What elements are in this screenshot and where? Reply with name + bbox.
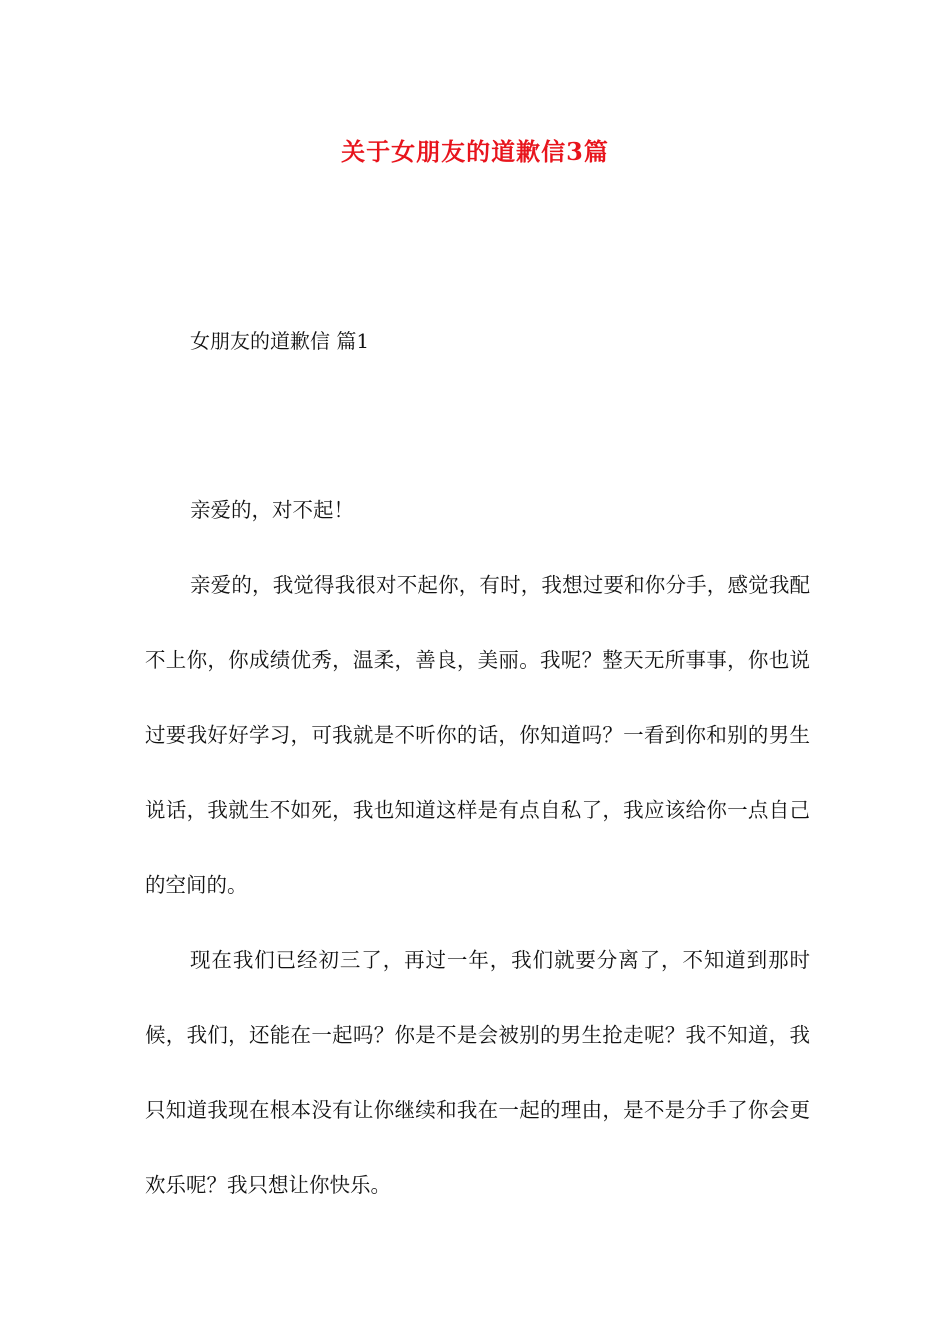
paragraph-future: 现在我们已经初三了，再过一年，我们就要分离了，不知道到那时候，我们，还能在一起吗？你是不是会被别的男生抢走呢？我不知道，我只知道我现在根本没有让你继续和我在一起的理由，是不是分手了你会更欢乐呢？我只想让你快乐。 xyxy=(145,948,810,1197)
letter-body xyxy=(145,473,810,1223)
paragraph-greeting: 亲爱的，对不起！ xyxy=(190,498,354,522)
section-heading: 女朋友的道歉信 篇1 xyxy=(190,329,370,353)
document-title: 关于女朋友的道歉信3篇 xyxy=(341,137,609,166)
paragraph-apology: 亲爱的，我觉得我很对不起你，有时，我想过要和你分手，感觉我配不上你，你成绩优秀，温柔，善良，美丽。我呢？整天无所事事，你也说过要我好好学习，可我就是不听你的话，你知道吗？一看到你和别的男生说话，我就生不如死，我也知道这样是有点自私了，我应该给你一点自己的空间的。 xyxy=(145,573,810,897)
